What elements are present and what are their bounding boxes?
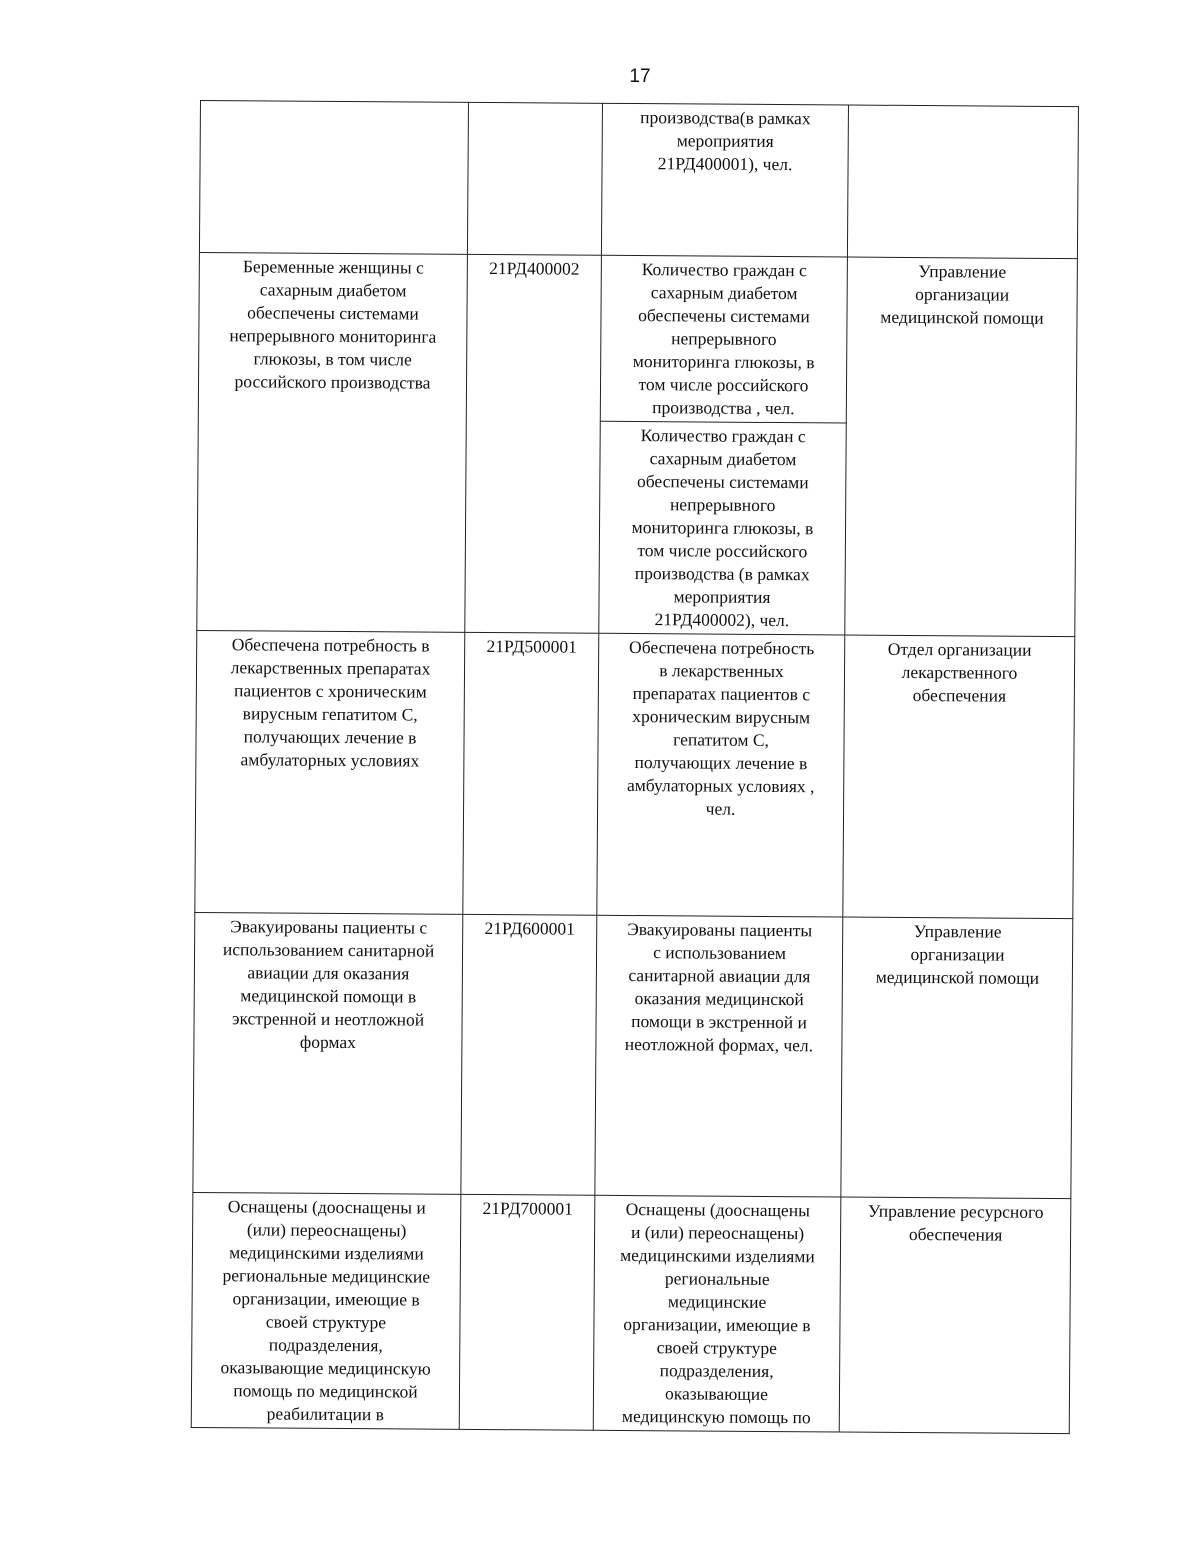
indicator-cell: Эвакуированы пациенты с использованием санитарной авиации для оказания медицинской помощи в экстренной и неотложной формах, чел. <box>595 915 843 1197</box>
table-row <box>195 630 1075 918</box>
result-cell: Беременные женщины с сахарным диабетом обеспечены системами непрерывного мониторинга глюкозы, в том числе российского производства <box>197 252 468 632</box>
responsible-cell: Управление организации медицинской помощи <box>845 257 1078 637</box>
code-cell: 21РД400002 <box>465 254 602 633</box>
responsible-cell: Отдел организации лекарственного обеспечения <box>843 635 1075 919</box>
result-cell <box>199 101 468 255</box>
indicator-cell: Количество граждан с сахарным диабетом обеспечены системами непрерывного мониторинга глюкозы, в том числе российского производства (в рамках мероприятия 21РД400002), чел. <box>599 421 846 635</box>
code-cell: 21РД700001 <box>459 1194 595 1430</box>
page-number: 17 <box>629 66 651 87</box>
measures-table <box>191 100 1079 1434</box>
indicator-cell: Обеспечена потребность в лекарственных препаратах пациентов с хроническим вирусным гепатитом С, получающих лечение в амбулаторных условиях , чел. <box>597 633 845 917</box>
responsible-cell: Управление организации медицинской помощи <box>841 917 1073 1199</box>
result-cell: Эвакуированы пациенты с использованием санитарной авиации для оказания медицинской помощи в экстренной и неотложной формах <box>193 912 463 1194</box>
table-row <box>199 101 1078 259</box>
table-row <box>198 252 1077 424</box>
table-row <box>193 912 1073 1198</box>
indicator-cell: Оснащены (дооснащены и (или) переоснащены) медицинскими изделиями региональные медицинские организации, имеющие в своей структуре подразделения, оказывающие медицинскую помощь по <box>593 1195 841 1432</box>
result-cell: Обеспечена потребность в лекарственных препаратах пациентов с хроническим вирусным гепатитом С, получающих лечение в амбулаторных условиях <box>195 630 465 914</box>
indicator-cell: Количество граждан с сахарным диабетом обеспечены системами непрерывного мониторинга глюкозы, в том числе российского производства , чел. <box>600 255 847 423</box>
code-cell: 21РД500001 <box>463 632 599 915</box>
responsible-cell: Управление ресурсного обеспечения <box>839 1197 1071 1434</box>
code-cell: 21РД600001 <box>461 914 597 1195</box>
indicator-cell: производства(в рамках мероприятия 21РД400001), чел. <box>601 103 848 257</box>
responsible-cell <box>847 105 1078 259</box>
code-cell <box>467 102 602 255</box>
table-row <box>191 1192 1071 1433</box>
result-cell: Оснащены (дооснащены и (или) переоснащены) медицинскими изделиями региональные медицинские организации, имеющие в своей структуре подразделения, оказывающие медицинскую помощь по медицинской реабилитации в <box>191 1192 461 1429</box>
